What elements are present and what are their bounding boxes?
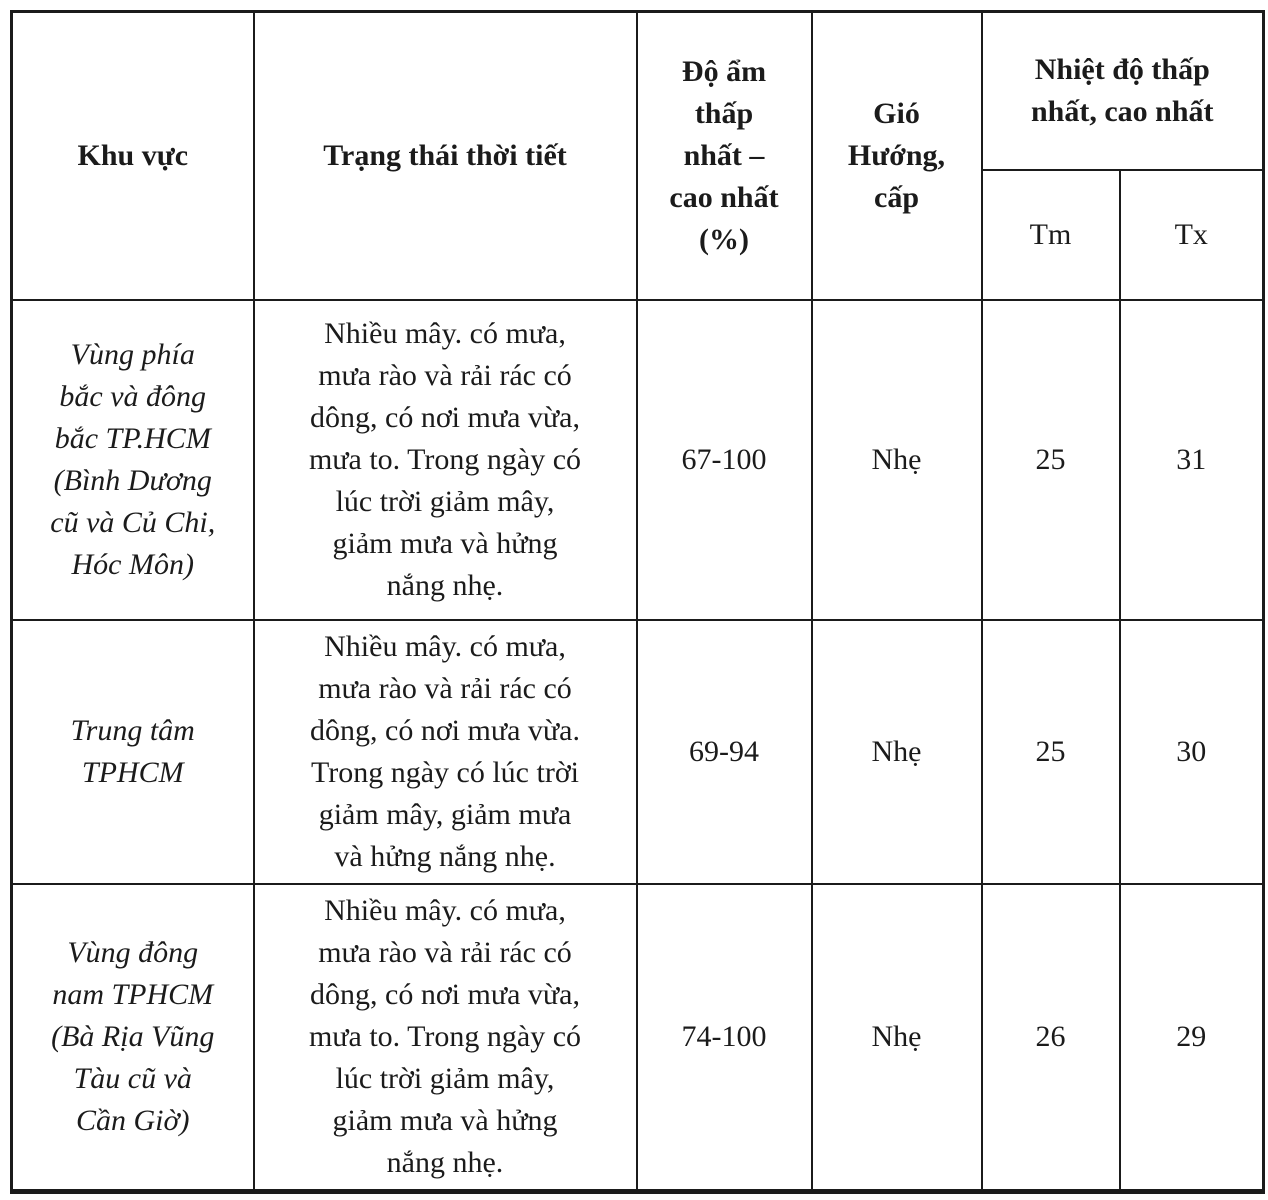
row1-region-cell — [12, 300, 254, 620]
weather-description: Nhiều mây. có mưa, mưa rào và rải rác có dông, có nơi mưa vừa, mưa to. Trong ngày có lúc trời giảm mây, giảm mưa và hửng nắng nhẹ. — [308, 893, 582, 1179]
row1-humidity-cell — [637, 300, 812, 620]
row1-tm-cell — [982, 300, 1120, 620]
table-row — [12, 300, 1264, 620]
row1-tx-cell — [1120, 300, 1264, 620]
tm-value: 26 — [1035, 1019, 1066, 1053]
weather-description: Nhiều mây. có mưa, mưa rào và rải rác có dông, có nơi mưa vừa, mưa to. Trong ngày có lúc trời giảm mây, giảm mưa và hửng nắng nhẹ. — [308, 316, 582, 602]
wind-value: Nhẹ — [871, 1019, 922, 1053]
weather-description: Nhiều mây. có mưa, mưa rào và rải rác có dông, có nơi mưa vừa. Trong ngày có lúc trời giảm mây, giảm mưa và hửng nắng nhẹ. — [310, 629, 580, 873]
tm-value: 25 — [1035, 734, 1066, 768]
header-humidity — [637, 12, 812, 300]
tx-value: 30 — [1176, 734, 1207, 768]
row3-region-cell — [12, 884, 254, 1192]
row3-wind-cell — [812, 884, 982, 1192]
wind-value: Nhẹ — [871, 442, 922, 476]
region-name: Vùng phía bắc và đông bắc TP.HCM (Bình Dương cũ và Củ Chi, Hóc Môn) — [50, 337, 216, 581]
row2-tx-cell — [1120, 620, 1264, 884]
weather-forecast-table — [10, 10, 1265, 1194]
row3-weather-cell — [254, 884, 637, 1192]
header-wind-label: Gió Hướng, cấp — [847, 96, 946, 214]
header-humidity-label: Độ ẩm thấp nhất – cao nhất (%) — [669, 54, 779, 256]
header-weather — [254, 12, 637, 300]
row2-humidity-cell — [637, 620, 812, 884]
tx-value: 31 — [1176, 442, 1207, 476]
humidity-value: 67-100 — [681, 442, 767, 476]
header-tx — [1120, 170, 1264, 300]
header-region-label: Khu vực — [77, 138, 189, 172]
header-weather-label: Trạng thái thời tiết — [323, 138, 567, 172]
header-temperature-group — [982, 12, 1264, 170]
region-name: Vùng đông nam TPHCM (Bà Rịa Vũng Tàu cũ và Cần Giờ) — [51, 935, 215, 1137]
tx-value: 29 — [1176, 1019, 1207, 1053]
row2-wind-cell — [812, 620, 982, 884]
tm-value: 25 — [1035, 442, 1066, 476]
header-row — [12, 12, 1264, 170]
header-wind — [812, 12, 982, 300]
region-name: Trung tâm TPHCM — [70, 713, 195, 789]
row1-weather-cell — [254, 300, 637, 620]
table-row — [12, 884, 1264, 1192]
row1-wind-cell — [812, 300, 982, 620]
humidity-value: 69-94 — [689, 734, 759, 768]
header-tx-label: Tx — [1174, 217, 1208, 251]
header-tm-label: Tm — [1029, 217, 1072, 251]
header-tm — [982, 170, 1120, 300]
row2-weather-cell — [254, 620, 637, 884]
row3-humidity-cell — [637, 884, 812, 1192]
humidity-value: 74-100 — [681, 1019, 767, 1053]
row2-tm-cell — [982, 620, 1120, 884]
row2-region-cell — [12, 620, 254, 884]
row3-tm-cell — [982, 884, 1120, 1192]
header-temperature-group-label: Nhiệt độ thấp nhất, cao nhất — [1030, 52, 1214, 128]
header-region — [12, 12, 254, 300]
wind-value: Nhẹ — [871, 734, 922, 768]
table-row — [12, 620, 1264, 884]
row3-tx-cell — [1120, 884, 1264, 1192]
